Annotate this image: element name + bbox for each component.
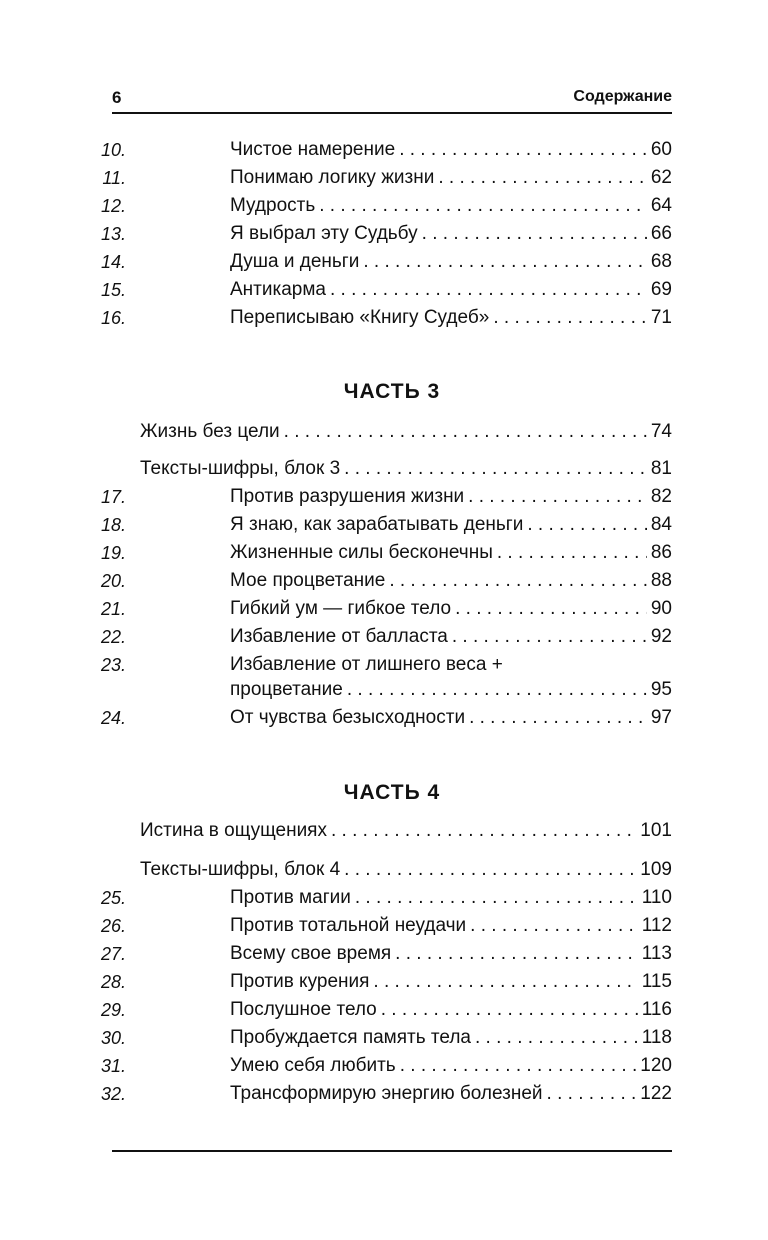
- leader-dots: [400, 1053, 637, 1079]
- leader-dots: [355, 885, 638, 911]
- entry-number: 20.: [100, 571, 126, 591]
- entry-number: 24.: [100, 708, 126, 728]
- toc-entry[interactable]: [0, 568, 672, 594]
- entry-page: 84: [650, 514, 672, 535]
- toc-entry[interactable]: [0, 1025, 672, 1051]
- entry-number: 31.: [100, 1056, 126, 1076]
- entry-number: 32.: [100, 1084, 126, 1104]
- toc-entry[interactable]: [0, 137, 672, 163]
- entry-title: Всему свое время: [230, 943, 392, 964]
- entry-title: Послушное тело: [230, 999, 377, 1020]
- toc-entry[interactable]: [0, 705, 672, 731]
- entry-number: 11.: [102, 168, 126, 188]
- entry-number: 14.: [100, 252, 126, 272]
- running-header: [112, 84, 672, 114]
- leader-dots: [469, 705, 647, 731]
- entry-page: 120: [640, 1055, 672, 1076]
- leader-dots: [389, 568, 647, 594]
- entry-page: 82: [650, 486, 672, 507]
- entry-title: Переписываю «Книгу Судеб»: [230, 307, 490, 328]
- leader-dots: [331, 818, 636, 844]
- entry-page: 69: [650, 279, 672, 300]
- entry-title: Истина в ощущениях: [140, 820, 327, 841]
- entry-page: 118: [641, 1027, 672, 1048]
- entry-page: 116: [641, 999, 672, 1020]
- toc-entry[interactable]: [0, 997, 672, 1023]
- entry-title: процветание: [230, 679, 343, 700]
- entry-title: Жизнь без цели: [140, 421, 280, 442]
- toc-entry[interactable]: [0, 221, 672, 247]
- toc-entry-truth-in-sensations[interactable]: [0, 818, 672, 844]
- toc-entry[interactable]: [0, 596, 672, 622]
- entry-number: 15.: [100, 280, 126, 300]
- leader-dots: [399, 137, 647, 163]
- entry-page: 122: [640, 1083, 672, 1104]
- entry-page: 66: [650, 223, 672, 244]
- leader-dots: [475, 1025, 638, 1051]
- entry-number: 16.: [100, 308, 126, 328]
- leader-dots: [422, 221, 647, 247]
- entry-page: 64: [650, 195, 672, 216]
- entry-title: Пробуждается память тела: [230, 1027, 471, 1048]
- entry-title: Тексты-шифры, блок 4: [140, 859, 341, 880]
- toc-entry[interactable]: [0, 1081, 672, 1107]
- entry-page: 101: [640, 820, 672, 841]
- leader-dots: [381, 997, 638, 1023]
- entry-page: 62: [650, 167, 672, 188]
- entry-title: Чистое намерение: [230, 139, 396, 160]
- entry-number: 28.: [100, 972, 126, 992]
- leader-dots: [319, 193, 647, 219]
- entry-title: Антикарма: [230, 279, 326, 300]
- entry-title: Против разрушения жизни: [230, 486, 465, 507]
- toc-entry[interactable]: [0, 305, 672, 331]
- toc-entry[interactable]: [0, 165, 672, 191]
- leader-dots: [493, 305, 647, 331]
- entry-page: 81: [650, 458, 672, 479]
- entry-number: 13.: [100, 224, 126, 244]
- entry-page: 95: [650, 679, 672, 700]
- entry-number: 27.: [100, 944, 126, 964]
- leader-dots: [363, 249, 647, 275]
- header-title: Содержание: [573, 88, 672, 105]
- toc-entry[interactable]: [0, 885, 672, 911]
- entry-number: 21.: [100, 599, 126, 619]
- entry-page: 115: [641, 971, 672, 992]
- leader-dots: [497, 540, 647, 566]
- leader-dots: [344, 857, 636, 883]
- entry-page: 92: [650, 626, 672, 647]
- entry-title: Тексты-шифры, блок 3: [140, 458, 341, 479]
- entry-number: 29.: [100, 1000, 126, 1020]
- entry-title: Против курения: [230, 971, 370, 992]
- toc-entry[interactable]: [0, 941, 672, 967]
- entry-title: Избавление от лишнего веса +: [230, 654, 503, 675]
- entry-title: Мудрость: [230, 195, 316, 216]
- toc-entry-life-without-goal[interactable]: [0, 419, 672, 445]
- entry-title: Гибкий ум — гибкое тело: [230, 598, 452, 619]
- leader-dots: [455, 596, 647, 622]
- toc-entry[interactable]: [0, 249, 672, 275]
- toc-entry[interactable]: [0, 624, 672, 650]
- leader-dots: [373, 969, 637, 995]
- part-4-heading: ЧАСТЬ 4: [343, 781, 441, 804]
- toc-entry-cipher-block-4[interactable]: [0, 857, 672, 883]
- toc-entry[interactable]: [0, 512, 672, 538]
- bottom-rule: [112, 1150, 672, 1152]
- entry-page: 74: [650, 421, 672, 442]
- entry-page: 71: [650, 307, 672, 328]
- toc-entry-continuation[interactable]: [0, 677, 672, 703]
- entry-number: 25.: [100, 888, 126, 908]
- entry-page: 112: [641, 915, 672, 936]
- toc-entry[interactable]: [0, 484, 672, 510]
- entry-number: 10.: [100, 140, 126, 160]
- toc-entry[interactable]: [0, 913, 672, 939]
- entry-page: 60: [650, 139, 672, 160]
- entry-page: 86: [650, 542, 672, 563]
- entry-title: Жизненные силы бесконечны: [230, 542, 493, 563]
- leader-dots: [330, 277, 647, 303]
- entry-page: 113: [641, 943, 672, 964]
- entry-title: Я знаю, как зарабатывать деньги: [230, 514, 524, 535]
- toc-entry[interactable]: [0, 193, 672, 219]
- entry-page: 90: [650, 598, 672, 619]
- toc-entry-first-line[interactable]: [0, 652, 672, 678]
- entry-title: Умею себя любить: [230, 1055, 396, 1076]
- entry-number: 19.: [100, 543, 126, 563]
- part-3-heading: ЧАСТЬ 3: [343, 380, 441, 403]
- page-number: 6: [112, 88, 122, 107]
- entry-number: 26.: [100, 916, 126, 936]
- leader-dots: [395, 941, 638, 967]
- entry-page: 110: [641, 887, 672, 908]
- entry-page: 109: [640, 859, 672, 880]
- leader-dots: [547, 1081, 637, 1107]
- leader-dots: [527, 512, 647, 538]
- leader-dots: [344, 456, 647, 482]
- leader-dots: [468, 484, 647, 510]
- entry-page: 97: [650, 707, 672, 728]
- toc-entry-cipher-block-3[interactable]: [0, 456, 672, 482]
- entry-title: Я выбрал эту Судьбу: [230, 223, 418, 244]
- toc-entry[interactable]: [0, 540, 672, 566]
- toc-entry[interactable]: [0, 277, 672, 303]
- entry-title: Против магии: [230, 887, 351, 908]
- toc-entry[interactable]: [0, 1053, 672, 1079]
- entry-title: От чувства безысходности: [230, 707, 466, 728]
- entry-number: 18.: [100, 515, 126, 535]
- leader-dots: [470, 913, 638, 939]
- leader-dots: [347, 677, 647, 703]
- entry-title: Трансформирую энергию болезней: [230, 1083, 543, 1104]
- entry-page: 68: [650, 251, 672, 272]
- entry-title: Понимаю логику жизни: [230, 167, 435, 188]
- leader-dots: [284, 419, 647, 445]
- entry-number: 22.: [100, 627, 126, 647]
- toc-entry[interactable]: [0, 969, 672, 995]
- entry-title: Душа и деньги: [230, 251, 360, 272]
- entry-title: Мое процветание: [230, 570, 386, 591]
- entry-title: Избавление от балласта: [230, 626, 448, 647]
- entry-number: 17.: [100, 487, 126, 507]
- entry-number: 23.: [100, 655, 126, 675]
- leader-dots: [452, 624, 647, 650]
- entry-number: 12.: [100, 196, 126, 216]
- entry-page: 88: [650, 570, 672, 591]
- leader-dots: [438, 165, 647, 191]
- entry-number: 30.: [100, 1028, 126, 1048]
- entry-title: Против тотальной неудачи: [230, 915, 467, 936]
